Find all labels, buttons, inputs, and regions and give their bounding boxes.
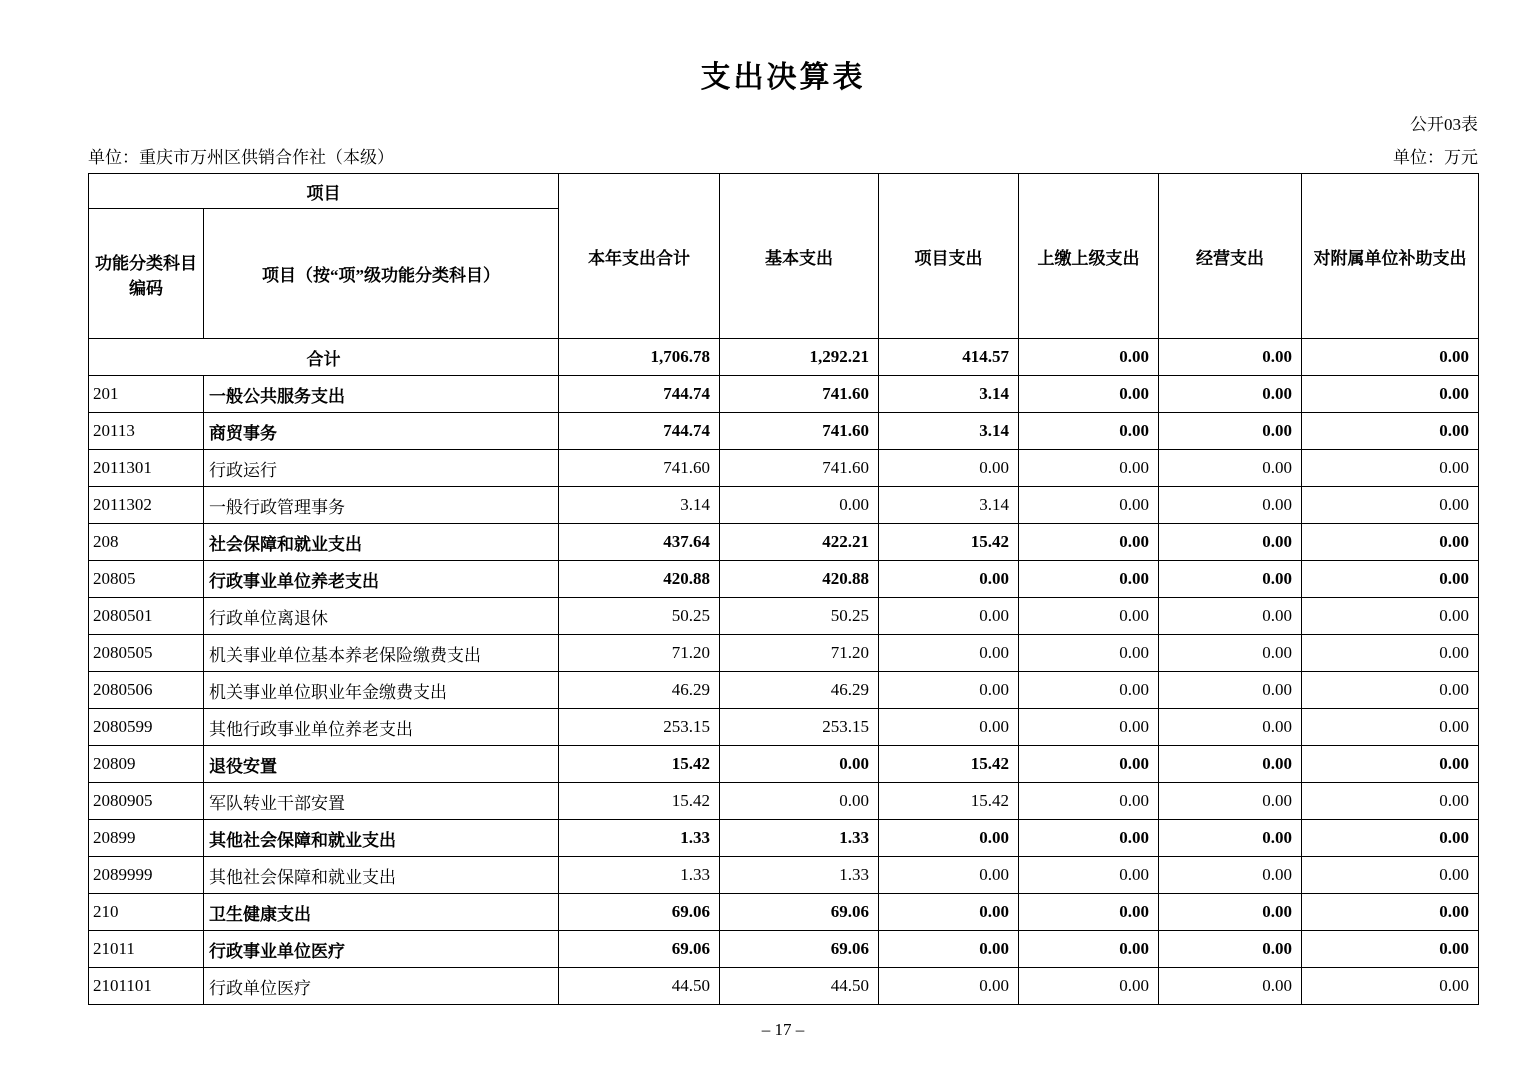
row-code: 2080501 — [89, 598, 204, 635]
row-name: 其他社会保障和就业支出 — [204, 857, 559, 894]
table-row — [89, 450, 1479, 487]
row-value: 0.00 — [1302, 635, 1479, 672]
unit-name-label: 单位：重庆市万州区供销合作社（本级） — [88, 148, 394, 167]
table-row — [89, 931, 1479, 968]
row-value: 0.00 — [720, 487, 879, 524]
row-code: 20805 — [89, 561, 204, 598]
row-value: 0.00 — [1302, 931, 1479, 968]
row-value: 0.00 — [1159, 968, 1302, 1005]
row-value: 253.15 — [720, 709, 879, 746]
row-value: 741.60 — [720, 376, 879, 413]
row-value: 44.50 — [559, 968, 720, 1005]
table-row — [89, 487, 1479, 524]
header-col-code: 功能分类科目编码 — [89, 209, 204, 339]
row-name: 机关事业单位职业年金缴费支出 — [204, 672, 559, 709]
table-row — [89, 894, 1479, 931]
row-value: 0.00 — [1302, 783, 1479, 820]
row-value: 0.00 — [879, 894, 1019, 931]
row-name: 商贸事务 — [204, 413, 559, 450]
row-value: 0.00 — [1302, 487, 1479, 524]
expenditure-table — [88, 173, 1479, 1005]
table-header — [89, 174, 1479, 339]
row-name: 行政单位医疗 — [204, 968, 559, 1005]
row-value: 0.00 — [1019, 561, 1159, 598]
row-value: 1,706.78 — [559, 339, 720, 376]
row-value: 0.00 — [1302, 561, 1479, 598]
table-row — [89, 672, 1479, 709]
row-value: 71.20 — [559, 635, 720, 672]
row-total-label: 合计 — [89, 339, 559, 376]
table-body — [89, 339, 1479, 1005]
row-value: 0.00 — [1159, 450, 1302, 487]
row-code: 20809 — [89, 746, 204, 783]
row-name: 社会保障和就业支出 — [204, 524, 559, 561]
row-name: 其他社会保障和就业支出 — [204, 820, 559, 857]
row-value: 0.00 — [879, 931, 1019, 968]
row-value: 1.33 — [559, 820, 720, 857]
header-col-project: 项目支出 — [879, 174, 1019, 339]
row-value: 0.00 — [1019, 450, 1159, 487]
row-value: 69.06 — [720, 894, 879, 931]
row-value: 422.21 — [720, 524, 879, 561]
row-value: 0.00 — [1019, 487, 1159, 524]
row-code: 20113 — [89, 413, 204, 450]
row-value: 0.00 — [1302, 746, 1479, 783]
row-code: 2101101 — [89, 968, 204, 1005]
row-name: 行政事业单位医疗 — [204, 931, 559, 968]
row-value: 0.00 — [1159, 339, 1302, 376]
row-name: 军队转业干部安置 — [204, 783, 559, 820]
row-value: 0.00 — [1159, 746, 1302, 783]
row-value: 0.00 — [1302, 820, 1479, 857]
row-value: 0.00 — [1302, 524, 1479, 561]
row-value: 420.88 — [559, 561, 720, 598]
header-col-operating: 经营支出 — [1159, 174, 1302, 339]
row-name: 机关事业单位基本养老保险缴费支出 — [204, 635, 559, 672]
row-name: 一般行政管理事务 — [204, 487, 559, 524]
row-value: 744.74 — [559, 413, 720, 450]
row-code: 2011302 — [89, 487, 204, 524]
row-value: 50.25 — [559, 598, 720, 635]
table-row — [89, 709, 1479, 746]
meta-row — [88, 147, 1478, 169]
row-value: 0.00 — [1159, 524, 1302, 561]
row-value: 15.42 — [879, 746, 1019, 783]
row-code: 210 — [89, 894, 204, 931]
row-value: 0.00 — [879, 968, 1019, 1005]
row-value: 3.14 — [879, 413, 1019, 450]
row-value: 0.00 — [1159, 376, 1302, 413]
table-row — [89, 783, 1479, 820]
row-value: 44.50 — [720, 968, 879, 1005]
row-code: 20899 — [89, 820, 204, 857]
row-name: 行政事业单位养老支出 — [204, 561, 559, 598]
row-value: 0.00 — [1302, 598, 1479, 635]
row-value: 0.00 — [879, 598, 1019, 635]
row-code: 2089999 — [89, 857, 204, 894]
row-value: 0.00 — [720, 783, 879, 820]
row-code: 2011301 — [89, 450, 204, 487]
row-value: 0.00 — [1019, 894, 1159, 931]
row-value: 0.00 — [1159, 672, 1302, 709]
row-name: 其他行政事业单位养老支出 — [204, 709, 559, 746]
currency-unit-label: 单位：万元 — [1393, 148, 1478, 167]
table-row — [89, 376, 1479, 413]
row-value: 0.00 — [1302, 894, 1479, 931]
row-name: 退役安置 — [204, 746, 559, 783]
row-value: 15.42 — [879, 524, 1019, 561]
row-value: 3.14 — [559, 487, 720, 524]
row-value: 253.15 — [559, 709, 720, 746]
row-name: 卫生健康支出 — [204, 894, 559, 931]
row-code: 2080505 — [89, 635, 204, 672]
row-value: 0.00 — [1159, 561, 1302, 598]
row-value: 1.33 — [559, 857, 720, 894]
row-value: 0.00 — [1159, 635, 1302, 672]
row-value: 0.00 — [879, 635, 1019, 672]
row-value: 0.00 — [1019, 709, 1159, 746]
row-value: 0.00 — [879, 709, 1019, 746]
row-value: 0.00 — [1159, 894, 1302, 931]
row-value: 0.00 — [1019, 857, 1159, 894]
row-value: 15.42 — [559, 783, 720, 820]
header-project-group: 项目 — [89, 174, 559, 209]
row-value: 15.42 — [559, 746, 720, 783]
row-value: 0.00 — [879, 561, 1019, 598]
row-value: 0.00 — [1159, 413, 1302, 450]
row-value: 1.33 — [720, 820, 879, 857]
row-value: 46.29 — [720, 672, 879, 709]
header-col-name: 项目（按“项”级功能分类科目） — [204, 209, 559, 339]
row-code: 2080599 — [89, 709, 204, 746]
row-name: 行政单位离退休 — [204, 598, 559, 635]
row-value: 0.00 — [1302, 450, 1479, 487]
row-name: 行政运行 — [204, 450, 559, 487]
row-value: 0.00 — [879, 450, 1019, 487]
row-value: 0.00 — [1019, 672, 1159, 709]
row-value: 0.00 — [1019, 968, 1159, 1005]
row-value: 0.00 — [1019, 931, 1159, 968]
row-value: 0.00 — [1159, 487, 1302, 524]
row-value: 437.64 — [559, 524, 720, 561]
table-row — [89, 820, 1479, 857]
table-row — [89, 968, 1479, 1005]
header-col-subsidy: 对附属单位补助支出 — [1302, 174, 1479, 339]
row-value: 0.00 — [1302, 709, 1479, 746]
row-value: 741.60 — [559, 450, 720, 487]
row-value: 0.00 — [879, 820, 1019, 857]
row-code: 208 — [89, 524, 204, 561]
row-value: 420.88 — [720, 561, 879, 598]
row-value: 0.00 — [1019, 339, 1159, 376]
row-name: 一般公共服务支出 — [204, 376, 559, 413]
table-row — [89, 635, 1479, 672]
row-value: 15.42 — [879, 783, 1019, 820]
row-value: 50.25 — [720, 598, 879, 635]
row-value: 69.06 — [720, 931, 879, 968]
row-value: 69.06 — [559, 894, 720, 931]
row-value: 0.00 — [1019, 524, 1159, 561]
row-value: 3.14 — [879, 487, 1019, 524]
row-value: 0.00 — [1302, 339, 1479, 376]
header-col-basic: 基本支出 — [720, 174, 879, 339]
row-code: 21011 — [89, 931, 204, 968]
table-row — [89, 524, 1479, 561]
header-col-upper: 上缴上级支出 — [1019, 174, 1159, 339]
row-value: 1.33 — [720, 857, 879, 894]
row-value: 0.00 — [1159, 857, 1302, 894]
row-value: 741.60 — [720, 413, 879, 450]
row-code: 2080905 — [89, 783, 204, 820]
table-row — [89, 857, 1479, 894]
row-value: 1,292.21 — [720, 339, 879, 376]
table-row — [89, 339, 1479, 376]
row-value: 744.74 — [559, 376, 720, 413]
table-row — [89, 746, 1479, 783]
row-value: 0.00 — [1019, 746, 1159, 783]
row-value: 0.00 — [720, 746, 879, 783]
row-value: 414.57 — [879, 339, 1019, 376]
row-value: 0.00 — [1302, 413, 1479, 450]
row-value: 3.14 — [879, 376, 1019, 413]
table-row — [89, 561, 1479, 598]
row-value: 0.00 — [879, 672, 1019, 709]
row-value: 71.20 — [720, 635, 879, 672]
row-value: 0.00 — [1159, 709, 1302, 746]
doc-number-label: 公开03表 — [1410, 115, 1478, 134]
row-value: 741.60 — [720, 450, 879, 487]
row-value: 0.00 — [1159, 783, 1302, 820]
row-value: 0.00 — [1302, 672, 1479, 709]
row-value: 46.29 — [559, 672, 720, 709]
row-code: 201 — [89, 376, 204, 413]
row-value: 0.00 — [1302, 968, 1479, 1005]
row-value: 0.00 — [1159, 598, 1302, 635]
row-value: 0.00 — [1302, 376, 1479, 413]
header-col-total: 本年支出合计 — [559, 174, 720, 339]
row-value: 0.00 — [1019, 783, 1159, 820]
row-value: 0.00 — [1019, 376, 1159, 413]
row-value: 0.00 — [1159, 931, 1302, 968]
row-value: 0.00 — [1019, 413, 1159, 450]
row-code: 2080506 — [89, 672, 204, 709]
row-value: 0.00 — [1159, 820, 1302, 857]
table-row — [89, 598, 1479, 635]
row-value: 0.00 — [1019, 820, 1159, 857]
row-value: 0.00 — [1019, 635, 1159, 672]
page-number: – 17 – — [761, 1020, 805, 1039]
page-title: 支出决算表 — [700, 61, 866, 94]
row-value: 0.00 — [879, 857, 1019, 894]
table-row — [89, 413, 1479, 450]
row-value: 0.00 — [1302, 857, 1479, 894]
document-page — [88, 0, 1478, 1005]
row-value: 69.06 — [559, 931, 720, 968]
row-value: 0.00 — [1019, 598, 1159, 635]
